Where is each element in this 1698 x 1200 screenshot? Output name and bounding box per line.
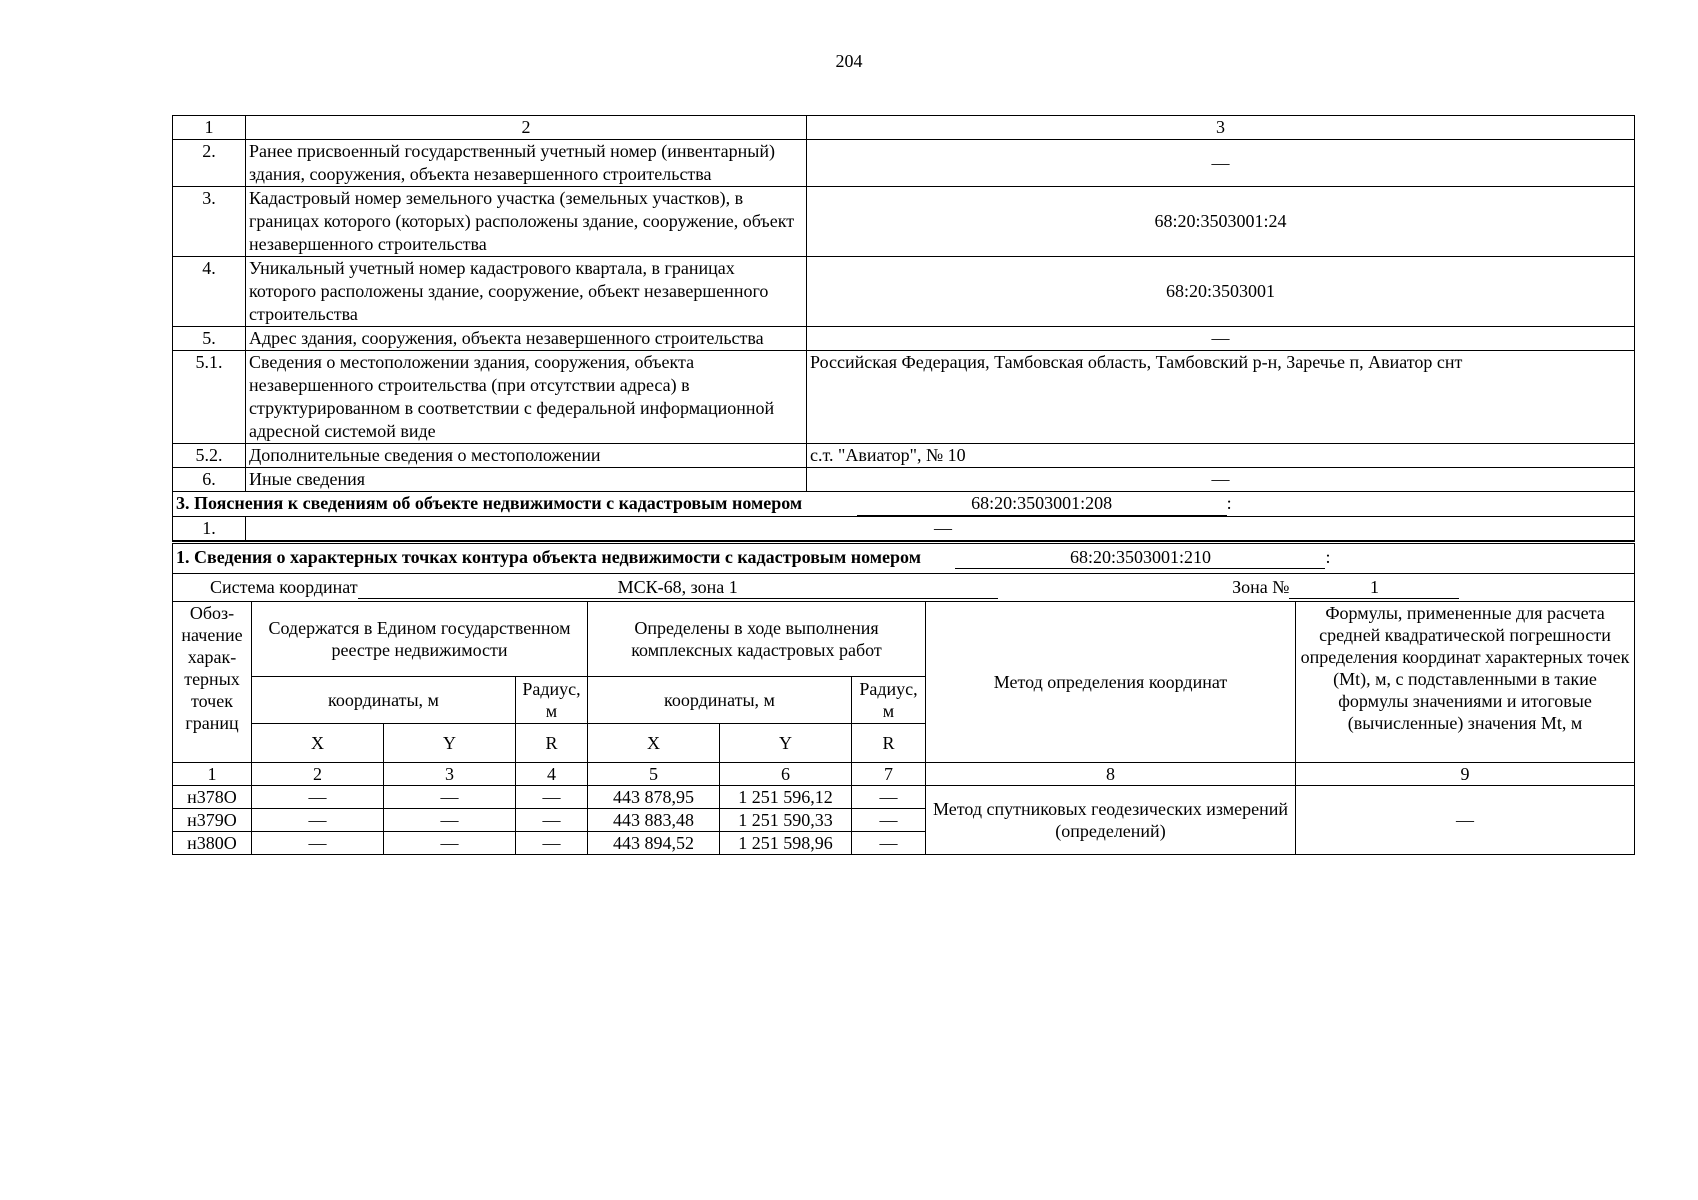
row-label: Кадастровый номер земельного участка (земельных участков), в границах которого (которых) расположены здание, сооружение, объект незавершенного строительства — [246, 187, 807, 257]
point-id: н378О — [173, 786, 252, 809]
x-header: X — [252, 724, 384, 763]
egrn-header: Содержатся в Едином государственном реестре недвижимости — [252, 602, 588, 677]
coord-system-label: Система координат — [210, 577, 358, 597]
colon: : — [1226, 493, 1232, 513]
y-header: Y — [720, 724, 852, 763]
table-row — [173, 257, 1635, 327]
r-header: R — [852, 724, 926, 763]
column-number: 3 — [807, 116, 1635, 140]
complex-works-header: Определены в ходе выполнения комплексных кадастровых работ — [588, 602, 926, 677]
x-header: X — [588, 724, 720, 763]
row-label: Ранее присвоенный государственный учетный номер (инвентарный) здания, сооружения, объекта незавершенного строительства — [246, 140, 807, 187]
coord-system-value: МСК-68, зона 1 — [358, 576, 998, 599]
egrn-y: — — [384, 786, 516, 809]
row-value: 68:20:3503001:24 — [807, 187, 1635, 257]
radius-header: Радиус, м — [852, 677, 926, 724]
column-number: 7 — [852, 763, 926, 786]
table-row — [173, 351, 1635, 444]
row-number: 5. — [173, 327, 246, 351]
row-label: Уникальный учетный номер кадастрового квартала, в границах которого расположены здание, сооружение, объект незавершенного строительства — [246, 257, 807, 327]
column-number: 1 — [173, 116, 246, 140]
point-id: н380О — [173, 832, 252, 855]
table-row — [173, 517, 1635, 541]
column-number: 6 — [720, 763, 852, 786]
row-value: — — [807, 468, 1635, 492]
header-row-1 — [173, 602, 1635, 677]
row-value: Российская Федерация, Тамбовская область, Тамбовский р-н, Заречье п, Авиатор снт — [807, 351, 1635, 444]
egrn-x: — — [252, 809, 384, 832]
table-row — [173, 187, 1635, 257]
radius-header: Радиус, м — [516, 677, 588, 724]
points-table — [172, 541, 1635, 855]
column-number: 8 — [926, 763, 1296, 786]
table-row — [173, 327, 1635, 351]
zone-label: Зона № — [1232, 577, 1290, 597]
zone-value: 1 — [1289, 576, 1459, 599]
colon: : — [1325, 547, 1331, 567]
row-value: — — [807, 327, 1635, 351]
method-header: Метод определения координат — [926, 602, 1296, 763]
complex-x: 443 883,48 — [588, 809, 720, 832]
row-value: с.т. "Авиатор", № 10 — [807, 444, 1635, 468]
cadastral-number: 68:20:3503001:210 — [955, 546, 1325, 569]
row-number: 3. — [173, 187, 246, 257]
row-value: — — [934, 518, 952, 538]
row-value: — — [807, 140, 1635, 187]
complex-y: 1 251 598,96 — [720, 832, 852, 855]
r-header: R — [516, 724, 588, 763]
complex-x: 443 878,95 — [588, 786, 720, 809]
column-number: 2 — [246, 116, 807, 140]
row-label: Адрес здания, сооружения, объекта незавершенного строительства — [246, 327, 807, 351]
formulas-header: Формулы, примененные для расчета средней квадратической погрешности определения координат характерных точек (Mt), м, с подставленными в такие формулы значениями и итоговые (вычисленные) значения Mt, м — [1296, 602, 1635, 763]
section-title: 3. Пояснения к сведениям об объекте недвижимости с кадастровым номером — [176, 493, 803, 513]
row-label: Иные сведения — [246, 468, 807, 492]
complex-r: — — [852, 832, 926, 855]
section-title: 1. Сведения о характерных точках контура объекта недвижимости с кадастровым номером — [176, 547, 921, 567]
row-number: 1. — [173, 517, 246, 541]
column-number-row — [173, 763, 1635, 786]
page-number: 204 — [835, 51, 863, 71]
table-row — [173, 468, 1635, 492]
row-number: 6. — [173, 468, 246, 492]
section-1-header — [173, 543, 1635, 574]
coords-header: координаты, м — [588, 677, 852, 724]
complex-r: — — [852, 809, 926, 832]
egrn-x: — — [252, 832, 384, 855]
coord-system-row — [173, 574, 1635, 602]
designation-header: Обоз-начение харак-терных точек границ — [173, 602, 252, 763]
section-3-header — [173, 492, 1635, 517]
row-number: 5.1. — [173, 351, 246, 444]
row-value-cell — [246, 517, 1635, 541]
complex-r: — — [852, 786, 926, 809]
column-number: 5 — [588, 763, 720, 786]
column-number: 4 — [516, 763, 588, 786]
formula-value: — — [1296, 786, 1635, 855]
column-number-row — [173, 116, 1635, 140]
coords-header: координаты, м — [252, 677, 516, 724]
egrn-r: — — [516, 832, 588, 855]
egrn-r: — — [516, 809, 588, 832]
complex-y: 1 251 590,33 — [720, 809, 852, 832]
method-value: Метод спутниковых геодезических измерений (определений) — [926, 786, 1296, 855]
table-row — [173, 444, 1635, 468]
egrn-x: — — [252, 786, 384, 809]
cadastral-number: 68:20:3503001:208 — [857, 492, 1227, 516]
column-number: 3 — [384, 763, 516, 786]
row-value: 68:20:3503001 — [807, 257, 1635, 327]
egrn-r: — — [516, 786, 588, 809]
table-row — [173, 140, 1635, 187]
row-label: Дополнительные сведения о местоположении — [246, 444, 807, 468]
complex-x: 443 894,52 — [588, 832, 720, 855]
egrn-y: — — [384, 832, 516, 855]
row-number: 4. — [173, 257, 246, 327]
table-row — [173, 786, 1635, 809]
row-label: Сведения о местоположении здания, сооружения, объекта незавершенного строительства (при отсутствии адреса) в структурированном в соответствии с федеральной информационной адресной системой виде — [246, 351, 807, 444]
column-number: 1 — [173, 763, 252, 786]
document-body — [172, 115, 1634, 855]
complex-y: 1 251 596,12 — [720, 786, 852, 809]
object-info-table — [172, 115, 1635, 541]
column-number: 9 — [1296, 763, 1635, 786]
section-title-cell — [173, 543, 1635, 574]
column-number: 2 — [252, 763, 384, 786]
section-title-cell — [173, 492, 1635, 517]
egrn-y: — — [384, 809, 516, 832]
y-header: Y — [384, 724, 516, 763]
row-number: 5.2. — [173, 444, 246, 468]
row-number: 2. — [173, 140, 246, 187]
point-id: н379О — [173, 809, 252, 832]
coord-system-cell — [173, 574, 1635, 602]
